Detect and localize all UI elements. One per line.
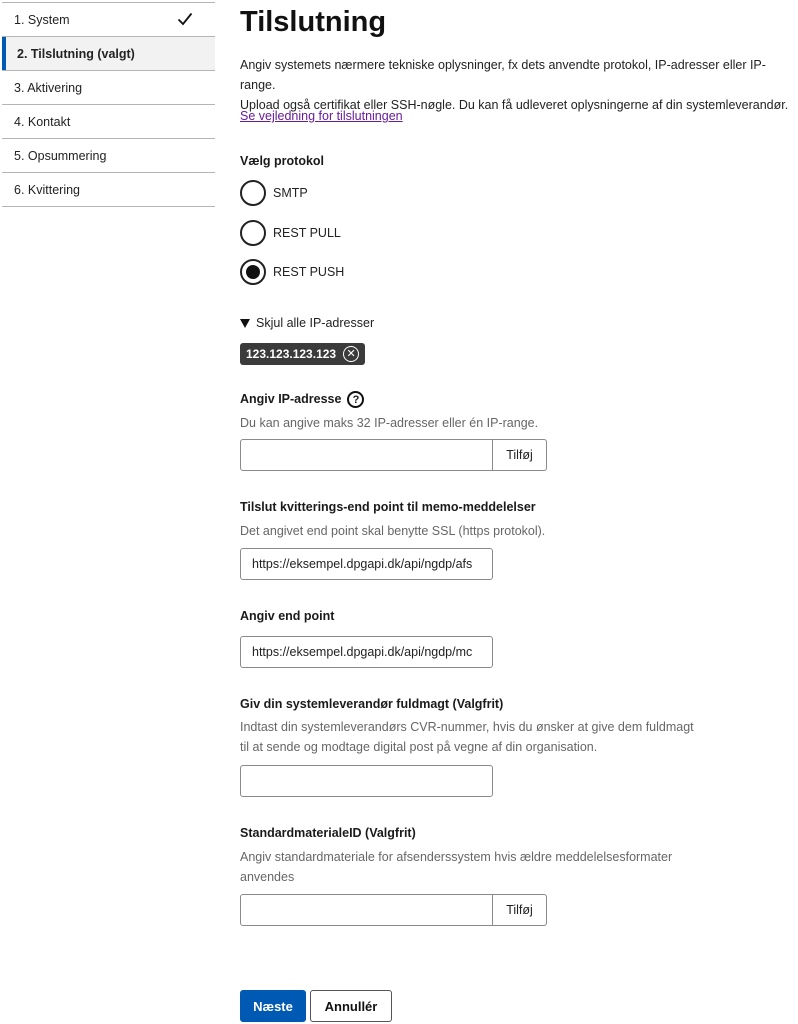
intro-text [240, 55, 796, 115]
hint-line: anvendes [240, 870, 295, 884]
ip-field-label-text: Angiv IP-adresse [240, 391, 342, 406]
radio-label: REST PULL [273, 226, 341, 240]
endpoint-label: Angiv end point [240, 609, 335, 623]
radio-circle[interactable] [240, 220, 266, 246]
proxy-hint [240, 717, 694, 757]
step-opsummering[interactable] [2, 139, 215, 173]
add-standard-material-button[interactable]: Tilføj [493, 894, 547, 926]
guide-link[interactable]: Se vejledning for tilslutningen [240, 109, 403, 123]
radio-label: REST PUSH [273, 265, 345, 279]
cancel-button[interactable]: Annullér [310, 990, 392, 1022]
hint-line: Indtast din systemleverandørs CVR-nummer, hvis du ønsker at give dem fuldmagt [240, 720, 694, 734]
step-label: 1. System [14, 12, 70, 27]
receipt-endpoint-input[interactable] [240, 548, 493, 580]
radio-selected-dot [246, 265, 260, 279]
ip-input-group [240, 439, 547, 471]
step-label: 2. Tilslutning (valgt) [17, 46, 135, 61]
hint-line: Angiv standardmateriale for afsenderssystem hvis ældre meddelelsesformater [240, 850, 673, 864]
protocol-label: Vælg protokol [240, 154, 325, 168]
triangle-down-icon [240, 319, 250, 328]
toggle-label: Skjul alle IP-adresser [256, 316, 375, 330]
radio-circle[interactable] [240, 259, 266, 285]
step-tilslutning[interactable] [2, 37, 215, 71]
endpoint-input[interactable] [240, 636, 493, 668]
next-button[interactable]: Næste [240, 990, 306, 1022]
step-kvittering[interactable] [2, 173, 215, 207]
page-title: Tilslutning [240, 6, 387, 38]
receipt-endpoint-label: Tilslut kvitterings-end point til memo-meddelelser [240, 500, 536, 514]
standard-material-input[interactable] [240, 894, 493, 926]
step-system[interactable] [2, 3, 215, 37]
step-kontakt[interactable] [2, 105, 215, 139]
question-circle-icon[interactable]: ? [347, 391, 364, 408]
add-ip-button[interactable]: Tilføj [493, 439, 547, 471]
step-label: 3. Aktivering [14, 80, 83, 95]
ip-address-input[interactable] [240, 439, 493, 471]
radio-label: SMTP [273, 186, 308, 200]
check-icon [177, 12, 193, 26]
step-label: 6. Kvittering [14, 182, 81, 197]
ip-field-hint: Du kan angive maks 32 IP-adresser eller én IP-range. [240, 416, 539, 430]
cvr-input[interactable] [240, 765, 493, 797]
radio-rest-pull[interactable] [240, 220, 341, 246]
step-label: 5. Opsummering [14, 148, 107, 163]
proxy-label: Giv din systemleverandør fuldmagt (Valgfrit) [240, 697, 504, 711]
standard-material-label: StandardmaterialeID (Valgfrit) [240, 826, 416, 840]
hint-line: til at sende og modtage digital post på vegne af din organisation. [240, 740, 598, 754]
intro-line: Upload også certifikat eller SSH-nøgle. Du kan få udleveret oplysningerne af din systemleverandør. [240, 98, 789, 112]
radio-circle[interactable] [240, 180, 266, 206]
intro-line: Angiv systemets nærmere tekniske oplysninger, fx dets anvendte protokol, IP-adresser eller IP-range. [240, 58, 766, 92]
radio-smtp[interactable] [240, 180, 308, 206]
ip-field-label [240, 391, 364, 408]
step-label: 4. Kontakt [14, 114, 71, 129]
ip-chip-label: 123.123.123.123 [246, 347, 337, 361]
receipt-endpoint-hint: Det angivet end point skal benytte SSL (https protokol). [240, 524, 546, 538]
toggle-ip-list[interactable] [240, 316, 374, 330]
radio-rest-push[interactable] [240, 259, 344, 285]
ip-chip [240, 343, 365, 365]
standard-material-input-group [240, 894, 547, 926]
standard-material-hint [240, 847, 672, 887]
close-circle-icon[interactable]: ✕ [343, 346, 359, 362]
step-aktivering[interactable] [2, 71, 215, 105]
progress-stepper [2, 2, 215, 207]
